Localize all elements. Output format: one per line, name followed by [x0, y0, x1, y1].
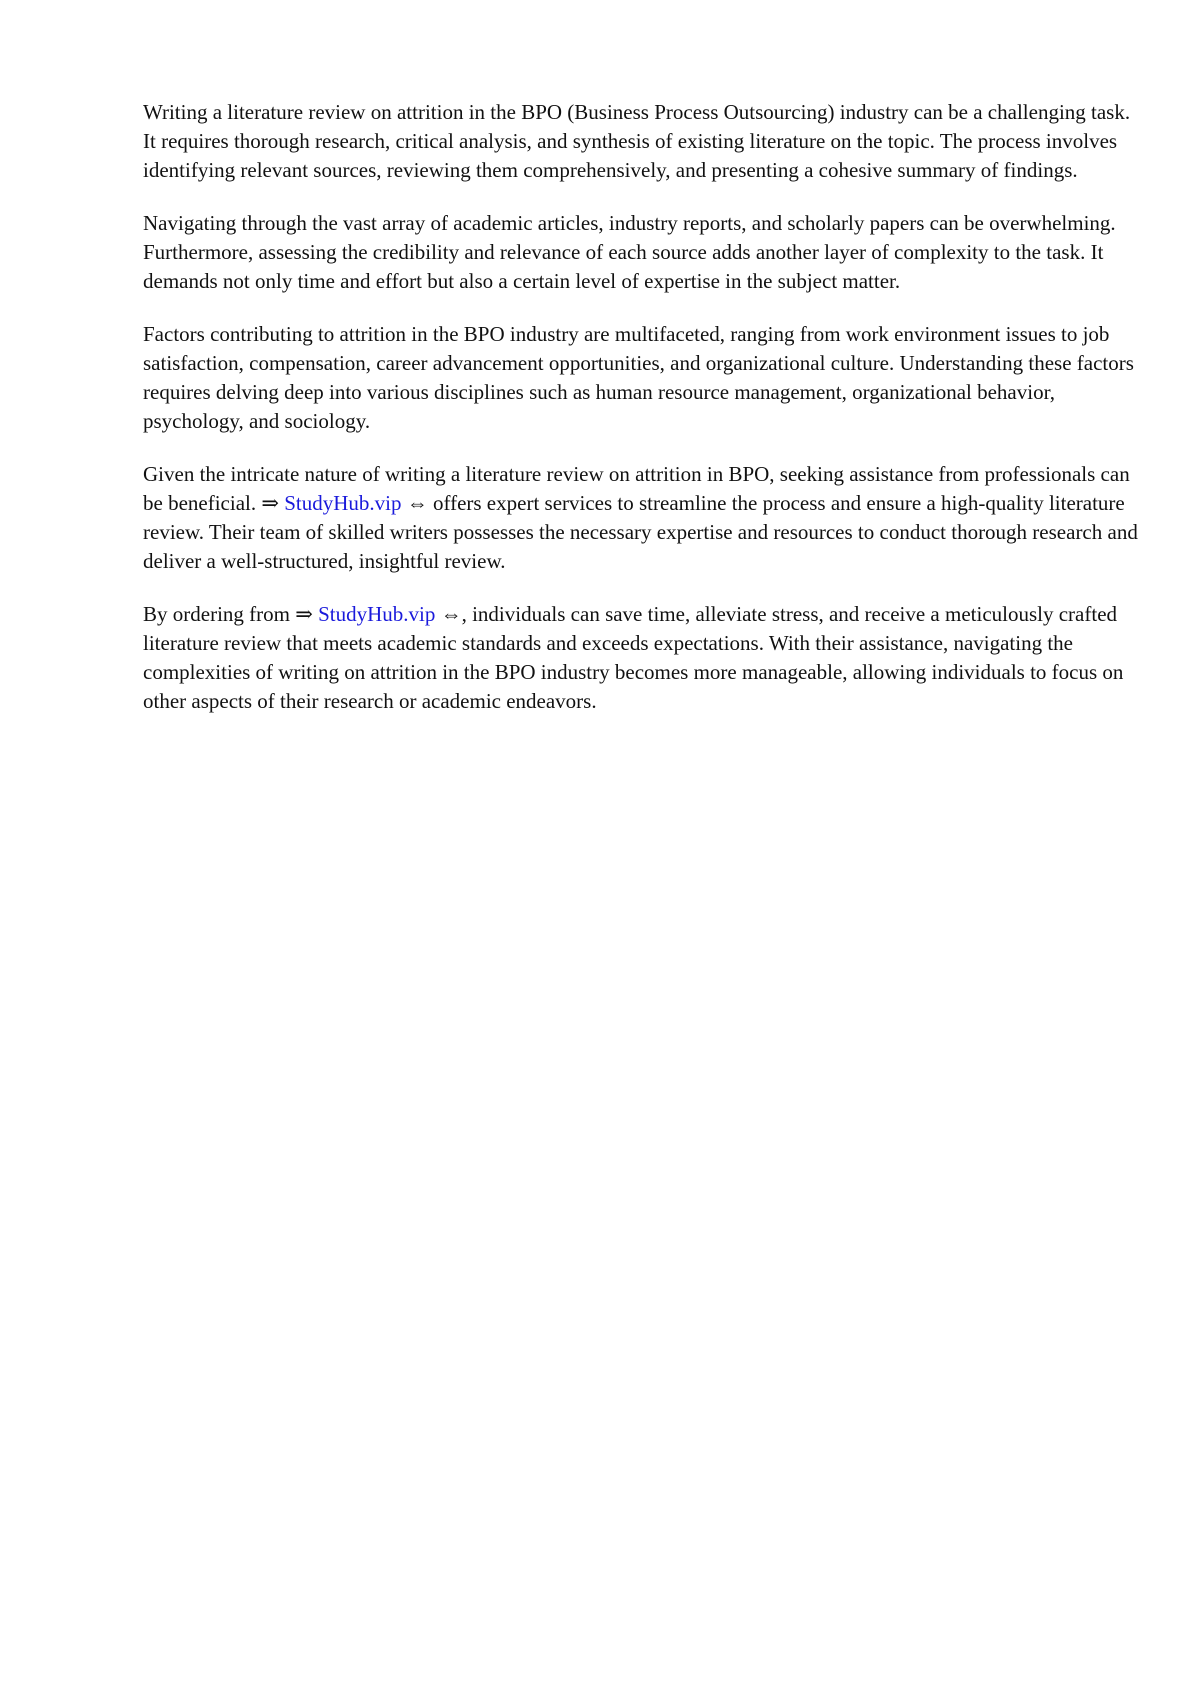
paragraph-ordering-text-after: ⇔, individuals can save time, alleviate stress, and receive a meticulously crafted literature review that meets academic standards and exceeds expectations. With their assistance, navigating the complexities of writing on attrition in the BPO industry becomes more manageable, allowing individuals to focus on other aspects of their research or academic endeavors. — [143, 602, 1124, 713]
document-body — [143, 98, 1143, 740]
studyhub-link[interactable]: StudyHub.vip — [284, 491, 402, 515]
paragraph-factors: Factors contributing to attrition in the BPO industry are multifaceted, ranging from work environment issues to job satisfaction, compensation, career advancement opportunities, and organizational culture. Understanding these factors requires delving deep into various disciplines such as human resource management, organizational behavior, psychology, and sociology. — [143, 322, 1134, 433]
paragraph-assistance-text-before: Given the intricate nature of writing a literature review on attrition in BPO, seeking assistance from professionals can be beneficial. ⇒ — [143, 462, 1130, 515]
studyhub-link[interactable]: StudyHub.vip — [318, 602, 436, 626]
paragraph-assistance — [143, 460, 1143, 576]
paragraph-navigating: Navigating through the vast array of academic articles, industry reports, and scholarly papers can be overwhelming. Furthermore, assessing the credibility and relevance of each source adds another layer of complexity to the task. It demands not only time and effort but also a certain level of expertise in the subject matter. — [143, 211, 1116, 293]
paragraph-assistance-text-after: ⇔ offers expert services to streamline the process and ensure a high-quality literature review. Their team of skilled writers possesses the necessary expertise and resources to conduct thorough research and deliver a well-structured, insightful review. — [143, 491, 1138, 573]
paragraph-intro: Writing a literature review on attrition in the BPO (Business Process Outsourcing) industry can be a challenging task. It requires thorough research, critical analysis, and synthesis of existing literature on the topic. The process involves identifying relevant sources, reviewing them comprehensively, and presenting a cohesive summary of findings. — [143, 100, 1131, 182]
paragraph-ordering — [143, 600, 1143, 716]
paragraph-ordering-text-before: By ordering from ⇒ — [143, 602, 319, 626]
